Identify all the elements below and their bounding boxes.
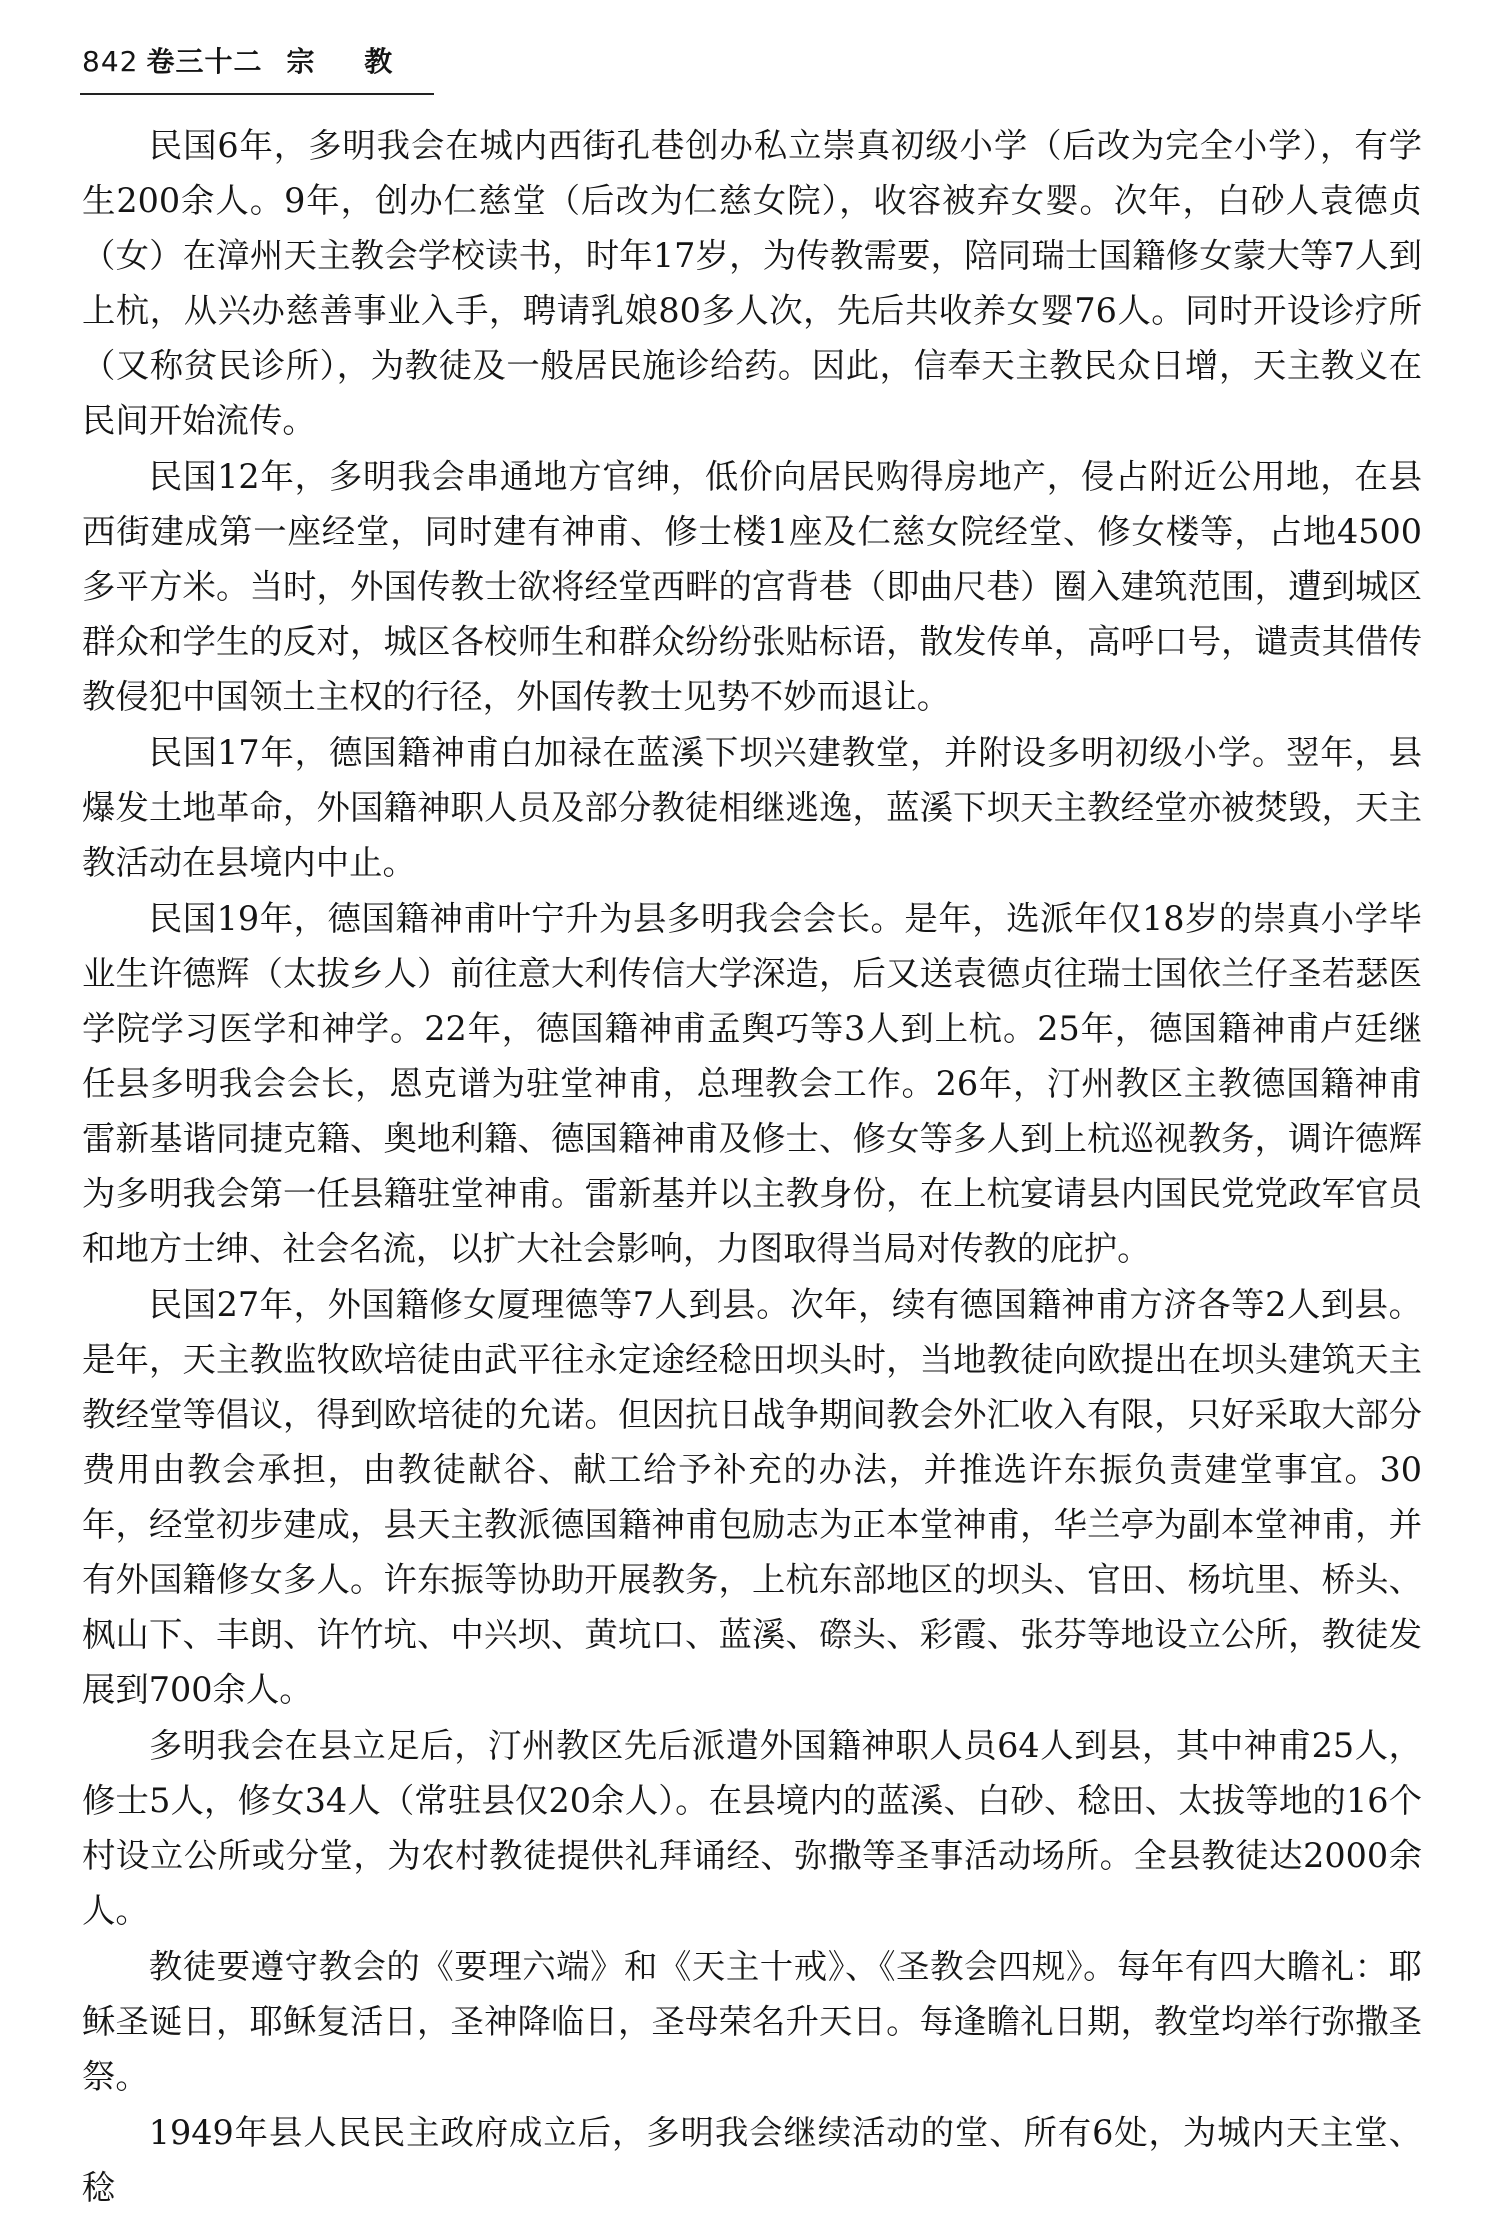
header-rule: [80, 93, 434, 95]
volume-title: 卷三十二: [146, 45, 263, 78]
paragraph: 民国27年，外国籍修女厦理德等7人到县。次年，续有德国籍神甫方济各等2人到县。是年，天主教监牧欧培徒由武平往永定途经稔田坝头时，当地教徒向欧提出在坝头建筑天主教经堂等倡议，得到欧培徒的允诺。但因抗日战争期间教会外汇收入有限，只好采取大部分费用由教会承担，由教徒献谷、献工给予补充的办法，并推选许东振负责建堂事宜。30年，经堂初步建成，县天主教派德国籍神甫包励志为正本堂神甫，华兰亭为副本堂神甫，并有外国籍修女多人。许东振等协助开展教务，上杭东部地区的坝头、官田、杨坑里、桥头、枫山下、丰朗、许竹坑、中兴坝、黄坑口、蓝溪、磜头、彩霞、张芬等地设立公所，教徒发展到700余人。: [82, 1285, 1422, 1709]
paragraph: 多明我会在县立足后，汀州教区先后派遣外国籍神职人员64人到县，其中神甫25人，修士5人，修女34人（常驻县仅20余人）。在县境内的蓝溪、白砂、稔田、太拔等地的16个村设立公所或分堂，为农村教徒提供礼拜诵经、弥撒等圣事活动场所。全县教徒达2000余人。: [82, 1726, 1422, 1930]
paragraph: 民国17年，德国籍神甫白加禄在蓝溪下坝兴建教堂，并附设多明初级小学。翌年，县爆发土地革命，外国籍神职人员及部分教徒相继逃逸，蓝溪下坝天主教经堂亦被焚毁，天主教活动在县境内中止。: [82, 733, 1422, 882]
paragraph: 民国19年，德国籍神甫叶宁升为县多明我会会长。是年，选派年仅18岁的崇真小学毕业生许德辉（太拔乡人）前往意大利传信大学深造，后又送袁德贞往瑞士国依兰仔圣若瑟医学院学习医学和神学。22年，德国籍神甫孟舆巧等3人到上杭。25年，德国籍神甫卢廷继任县多明我会会长，恩克谱为驻堂神甫，总理教会工作。26年，汀州教区主教德国籍神甫雷新基谐同捷克籍、奥地利籍、德国籍神甫及修士、修女等多人到上杭巡视教务，调许德辉为多明我会第一任县籍驻堂神甫。雷新基并以主教身份，在上杭宴请县内国民党党政军官员和地方士绅、社会名流，以扩大社会影响，力图取得当局对传教的庇护。: [82, 899, 1422, 1268]
running-head: [82, 44, 412, 80]
paragraph: 1949年县人民民主政府成立后，多明我会继续活动的堂、所有6处，为城内天主堂、稔: [82, 2113, 1422, 2207]
paragraph: 民国12年，多明我会串通地方官绅，低价向居民购得房地产，侵占附近公用地，在县西街建成第一座经堂，同时建有神甫、修士楼1座及仁慈女院经堂、修女楼等，占地4500多平方米。当时，外国传教士欲将经堂西畔的宫背巷（即曲尺巷）圈入建筑范围，遭到城区群众和学生的反对，城区各校师生和群众纷纷张贴标语，散发传单，高呼口号，谴责其借传教侵犯中国领土主权的行径，外国传教士见势不妙而退让。: [82, 457, 1422, 716]
paragraph: 民国6年，多明我会在城内西街孔巷创办私立崇真初级小学（后改为完全小学），有学生200余人。9年，创办仁慈堂（后改为仁慈女院），收容被弃女婴。次年，白砂人袁德贞（女）在漳州天主教会学校读书，时年17岁，为传教需要，陪同瑞士国籍修女蒙大等7人到上杭，从兴办慈善事业入手，聘请乳娘80多人次，先后共收养女婴76人。同时开设诊疗所（又称贫民诊所），为教徒及一般居民施诊给药。因此，信奉天主教民众日增，天主教义在民间开始流传。: [82, 126, 1422, 440]
paragraph: 教徒要遵守教会的《要理六端》和《天主十戒》、《圣教会四规》。每年有四大瞻礼：耶稣圣诞日，耶稣复活日，圣神降临日，圣母荣名升天日。每逢瞻礼日期，教堂均举行弥撒圣祭。: [82, 1947, 1422, 2096]
page-number: 842: [82, 45, 139, 78]
section-title: 宗 教: [286, 45, 413, 78]
body-text: [82, 118, 1422, 2216]
